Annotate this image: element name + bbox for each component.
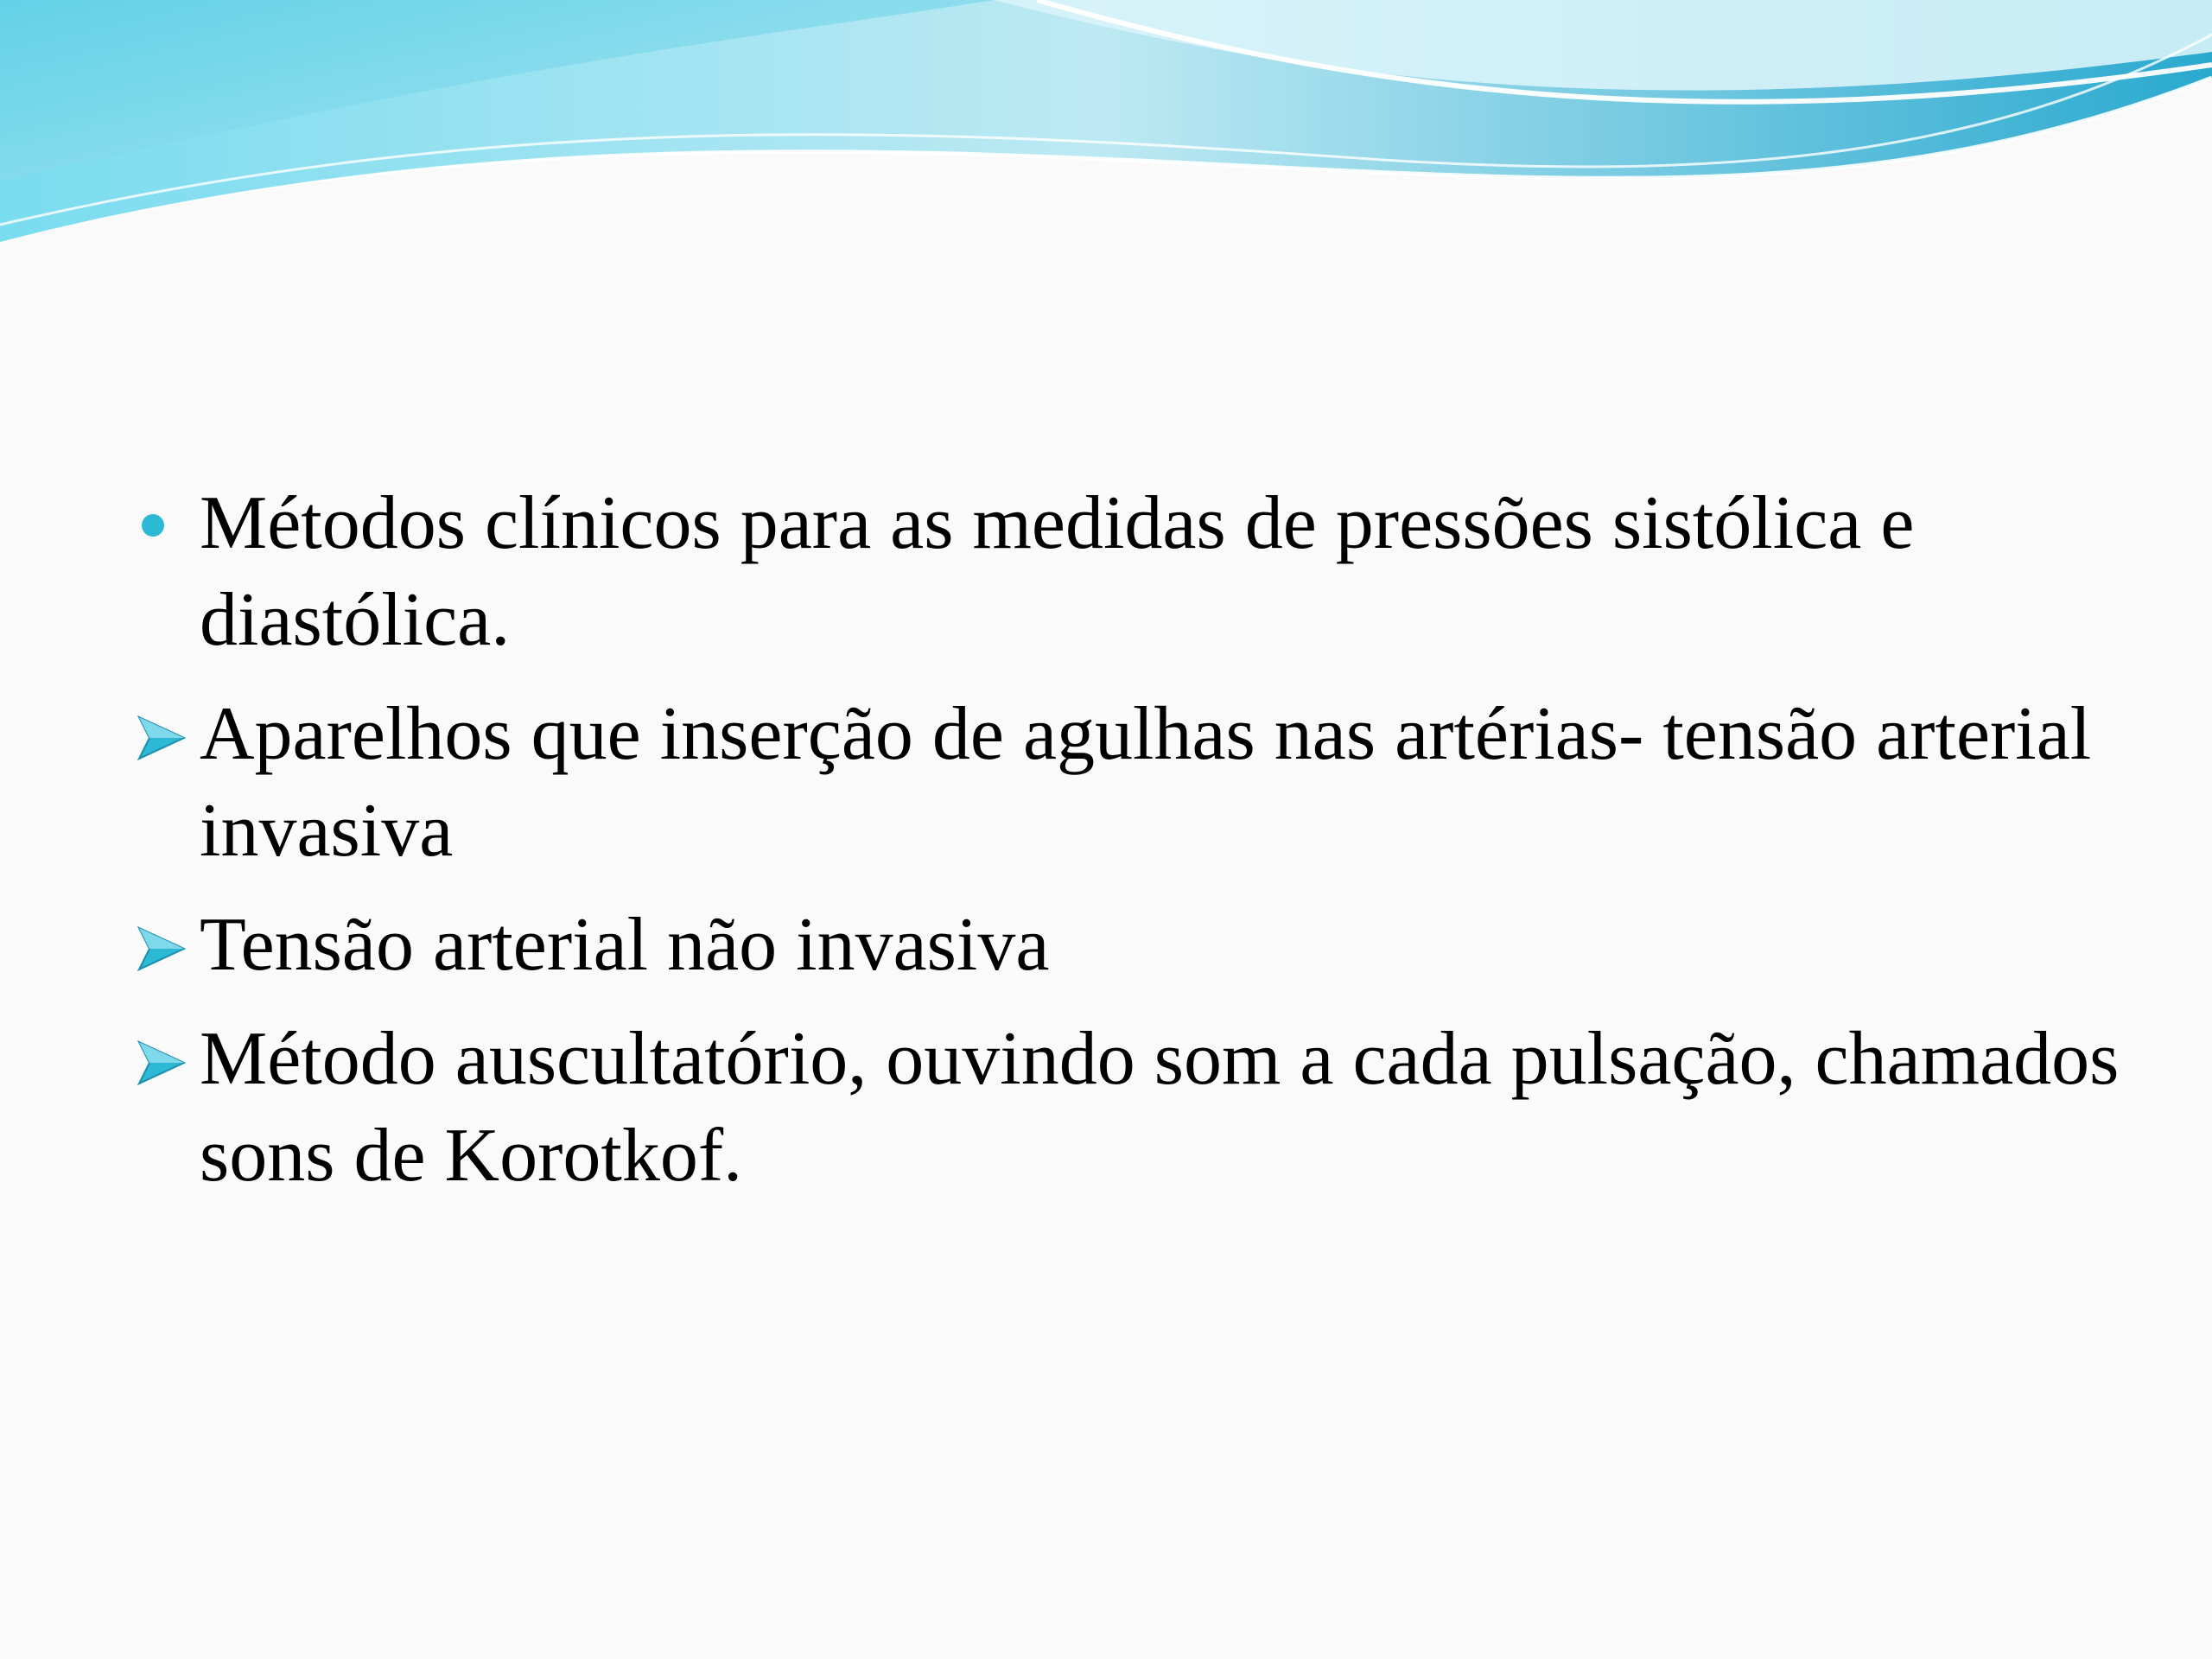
arrow-bullet-icon: [134, 897, 194, 994]
round-bullet-icon: [134, 475, 194, 572]
bullet-text: Métodos clínicos para as medidas de pressões sistólica e diastólica.: [200, 481, 1915, 662]
bullet-item-tensao-nao-invasiva: [134, 897, 2121, 994]
arrow-bullet-icon: [134, 686, 194, 783]
bullet-item-aparelhos: [134, 686, 2121, 880]
arrow-bullet-icon: [134, 1011, 194, 1108]
bullet-text: Método auscultatório, ouvindo som a cada pulsação, chamados sons de Korotkof.: [200, 1017, 2120, 1198]
bullet-text: Aparelhos que inserção de agulhas nas artérias- tensão arterial invasiva: [200, 692, 2092, 873]
bullet-item-metodo-auscultatorio: [134, 1011, 2121, 1205]
header-wave-decoration: [0, 0, 2212, 259]
bullet-item-metodos-clinicos: [134, 475, 2121, 669]
bullet-list: [134, 475, 2121, 1222]
bullet-text: Tensão arterial não invasiva: [200, 903, 1050, 987]
